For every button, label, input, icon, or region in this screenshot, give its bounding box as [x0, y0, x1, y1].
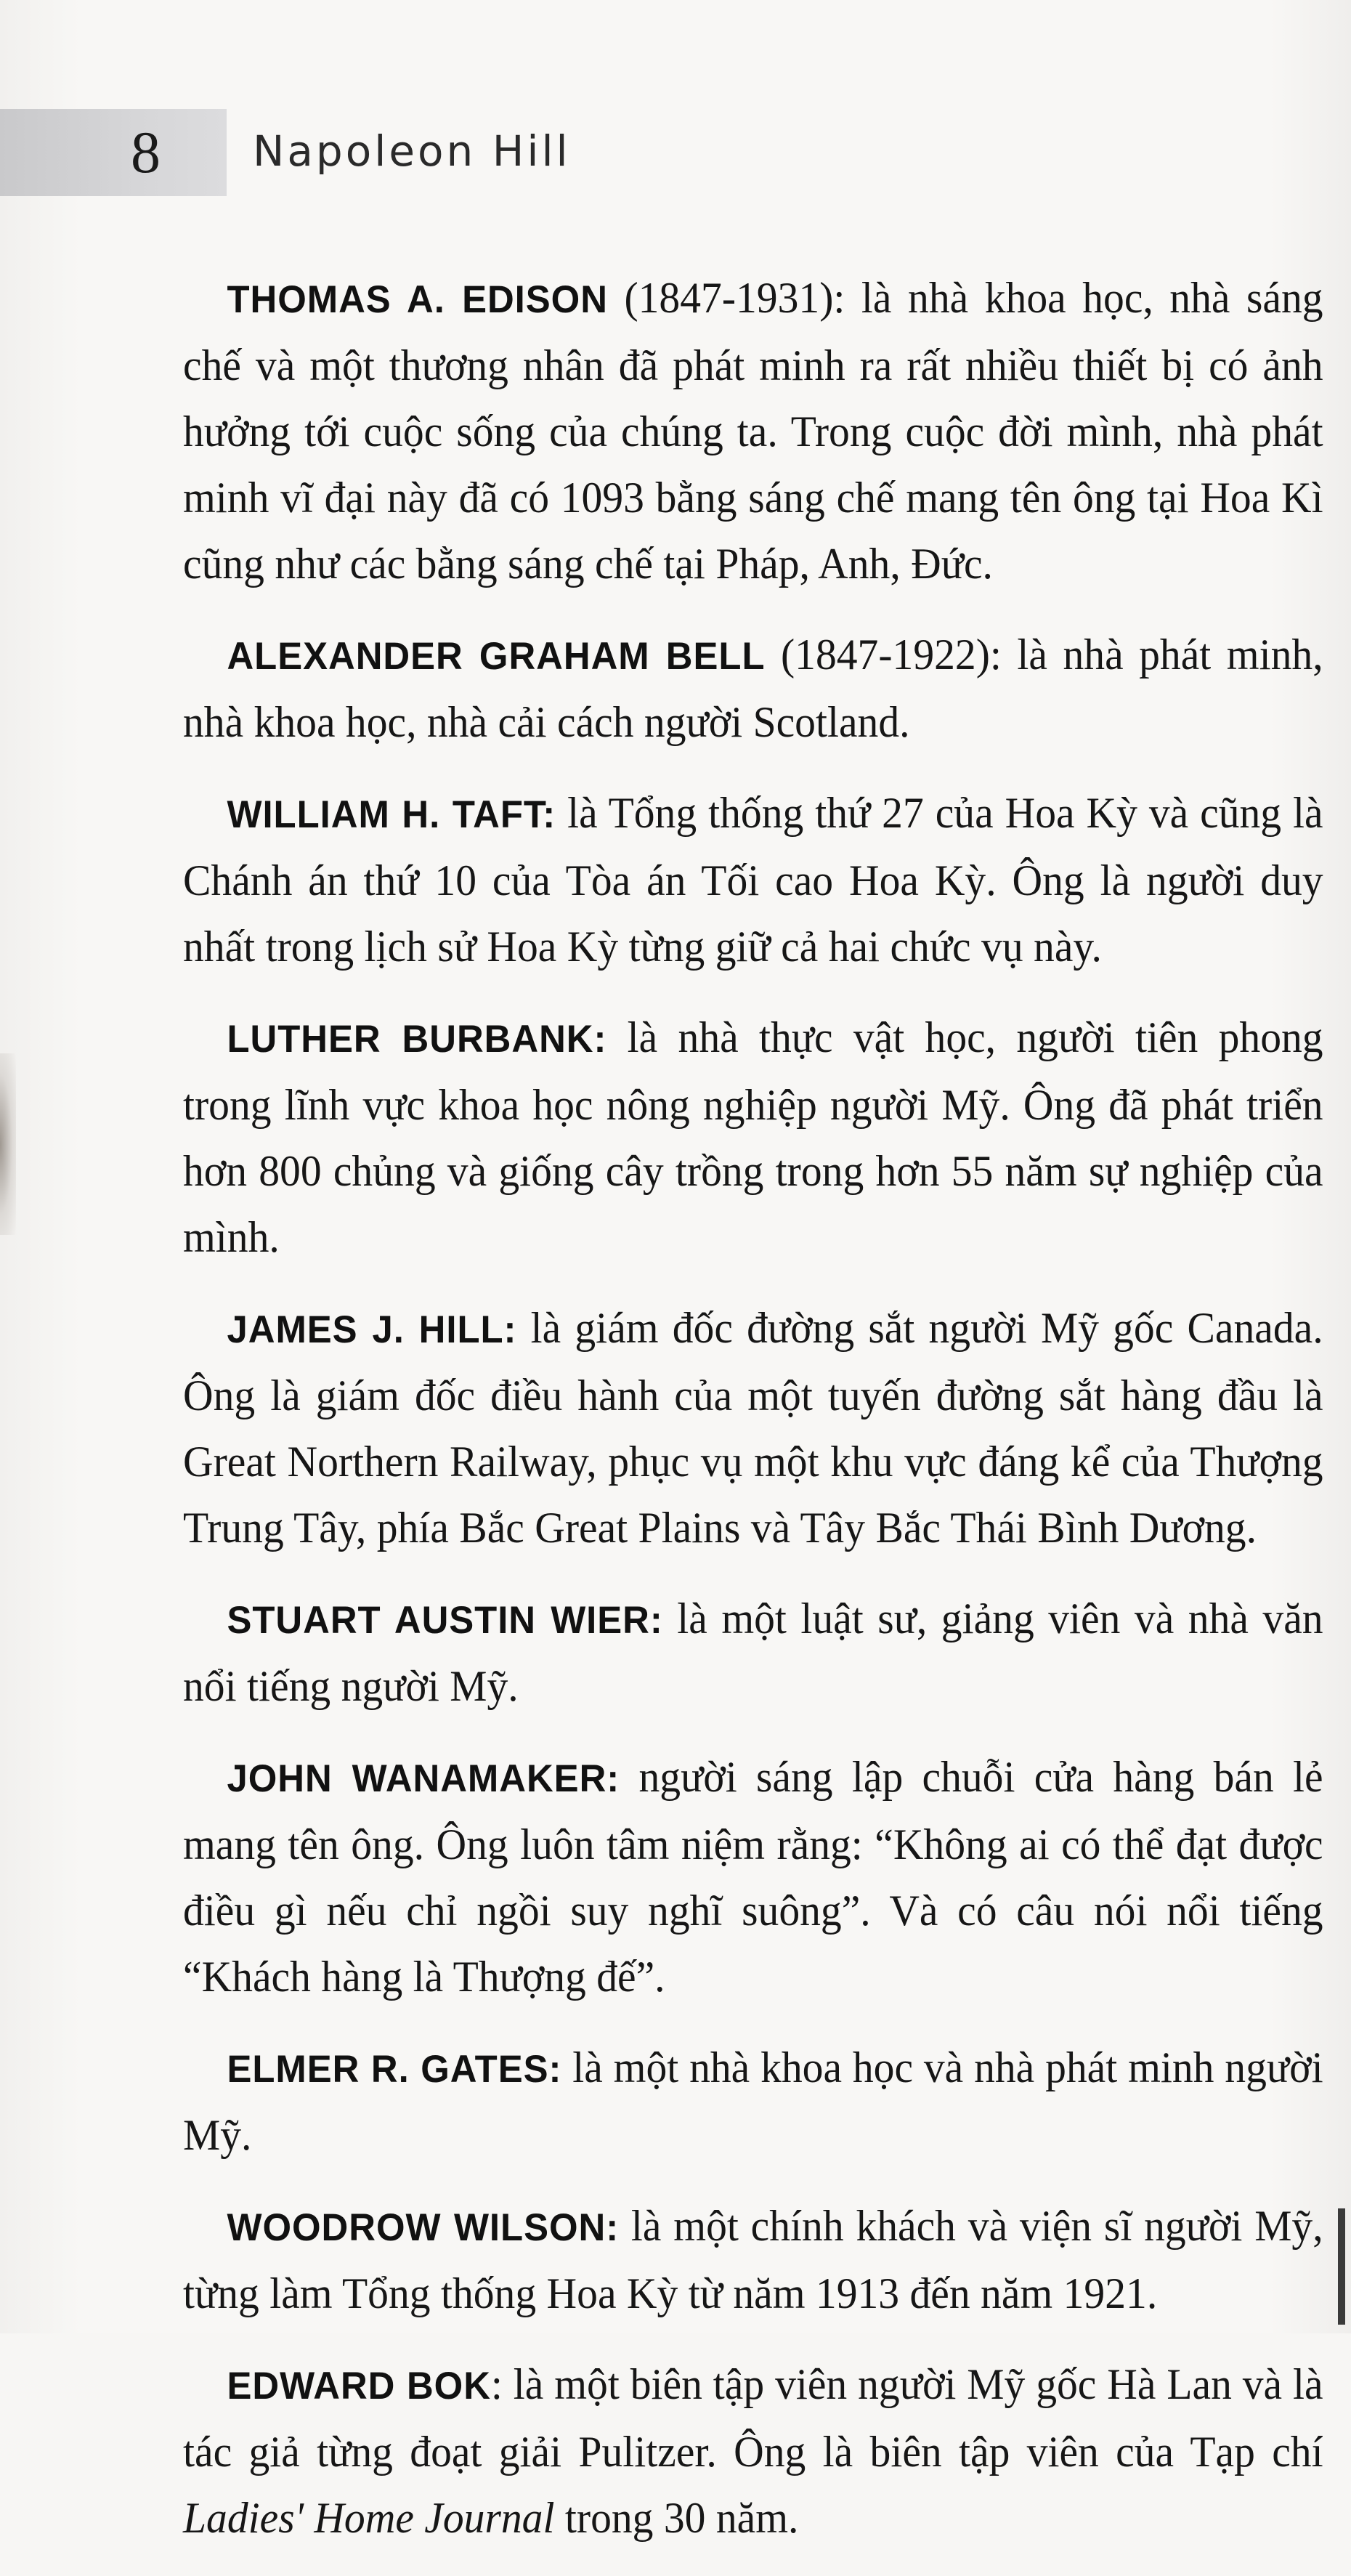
- entry-text: là Tổng thống thứ 27 của Hoa Kỳ và cũng là Chánh án thứ 10 của Tòa án Tối cao Hoa Kỳ. Ông là người duy nhất trong lịch sử Hoa Kỳ từng giữ cả hai chức vụ này.: [183, 789, 1323, 971]
- entry-name: STUART AUSTIN WIER:: [227, 1599, 663, 1642]
- page-number: 8: [131, 119, 161, 185]
- entry-name: JOHN WANAMAKER:: [227, 1757, 620, 1800]
- entry-name: WOODROW WILSON:: [227, 2206, 620, 2249]
- entry-name: EDWARD BOK: [227, 2365, 491, 2407]
- entry-text: là một luật sư, giảng viên và nhà văn nổi tiếng người Mỹ.: [183, 1595, 1323, 1710]
- entry-gates: [183, 2035, 1323, 2168]
- entry-burbank: [183, 1005, 1323, 1271]
- entry-text: (1847-1931): là nhà khoa học, nhà sáng chế và một thương nhân đã phát minh ra rất nhiều thiết bị có ảnh hưởng tới cuộc sống của chúng ta. Trong cuộc đời mình, nhà phát minh vĩ đại này đã có 1093 bằng sáng chế mang tên ông tại Hoa Kì cũng như các bằng sáng chế tại Pháp, Anh, Đức.: [183, 274, 1323, 588]
- entry-name: ALEXANDER GRAHAM BELL: [227, 635, 766, 678]
- entry-bok: [183, 2352, 1323, 2551]
- entry-wanamaker: [183, 1744, 1323, 2010]
- entry-text: trong 30 năm.: [554, 2494, 799, 2542]
- entry-wier: [183, 1586, 1323, 1720]
- journal-title: Ladies' Home Journal: [183, 2494, 555, 2542]
- entry-name: JAMES J. HILL:: [227, 1308, 517, 1351]
- page-edge-mark: [1338, 2208, 1345, 2325]
- entry-text: : là một biên tập viên người Mỹ gốc Hà Lan và là tác giả từng đoạt giải Pulitzer. Ông là biên tập viên của Tạp chí: [183, 2360, 1323, 2476]
- entry-bell: [183, 622, 1323, 756]
- running-head: Napoleon Hill: [253, 126, 571, 176]
- entry-edison: [183, 265, 1323, 597]
- entry-text: là một nhà khoa học và nhà phát minh người Mỹ.: [183, 2044, 1323, 2159]
- entry-name: WILLIAM H. TAFT:: [227, 793, 556, 836]
- entry-name: THOMAS A. EDISON: [227, 278, 608, 321]
- entry-text: (1847-1922): là nhà phát minh, nhà khoa học, nhà cải cách người Scotland.: [183, 631, 1323, 746]
- page-body: [183, 265, 1323, 2576]
- entry-hill: [183, 1295, 1323, 1561]
- entry-wilson: [183, 2193, 1323, 2327]
- page-edge-shadow: [0, 1053, 16, 1235]
- entry-taft: [183, 780, 1323, 980]
- entry-text: người sáng lập chuỗi cửa hàng bán lẻ mang tên ông. Ông luôn tâm niệm rằng: “Không ai có thể đạt được điều gì nếu chỉ ngồi suy nghĩ suông”. Và có câu nói nổi tiếng “Khách hàng là Thượng đế”.: [183, 1753, 1323, 2001]
- entry-text: là giám đốc đường sắt người Mỹ gốc Canada. Ông là giám đốc điều hành của một tuyến đường sắt hàng đầu là Great Northern Railway, phục vụ một khu vực đáng kể của Thượng Trung Tây, phía Bắc Great Plains và Tây Bắc Thái Bình Dương.: [183, 1304, 1323, 1552]
- entry-name: ELMER R. GATES:: [227, 2048, 562, 2091]
- entry-name: LUTHER BURBANK:: [227, 1018, 607, 1061]
- entry-text: là nhà thực vật học, người tiên phong trong lĩnh vực khoa học nông nghiệp người Mỹ. Ông đã phát triển hơn 800 chủng và giống cây trồng trong hơn 55 năm sự nghiệp của mình.: [183, 1013, 1323, 1261]
- header-band: [0, 109, 227, 196]
- entry-text: là một chính khách và viện sĩ người Mỹ, từng làm Tổng thống Hoa Kỳ từ năm 1913 đến năm 1921.: [183, 2202, 1323, 2317]
